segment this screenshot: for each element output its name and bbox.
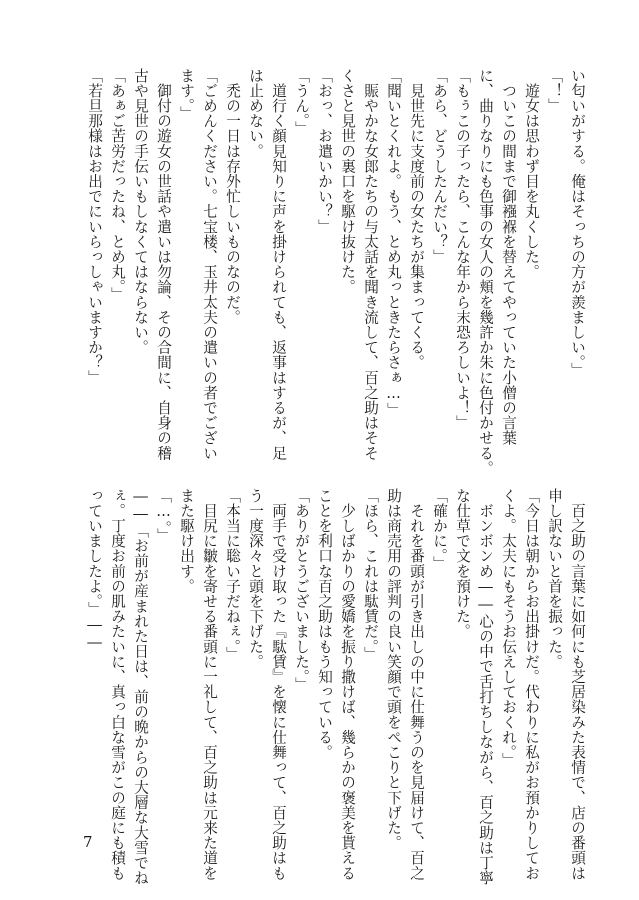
text-line: 見世先に支度前の女たちが集まってくる。 [408,68,425,370]
text-line: 目尻に皺を寄せる番頭に一礼して、百之助は元来た道を [201,488,218,881]
text-line: 「聞いとくれよ。もう、とめ丸っときたらさぁ…」 [385,68,402,418]
text-line: 古や見世の手伝いもしなくてはならない。 [132,68,149,355]
text-line: また駆け出す。 [178,488,195,594]
upper-text-block [86,68,589,476]
text-line: 禿の一日は存外忙しいものなのだ。 [224,68,241,325]
page-number: 7 [83,833,93,851]
text-line: 御付の遊女の世話や遣いは勿論、その合間に、自身の稽 [155,68,172,461]
text-line: ことを利口な百之助はもう知っている。 [316,488,333,760]
text-line: 「あら、どうしたんだい？」 [431,68,448,265]
text-line: 「おっ、お遣いかい？」 [316,68,333,235]
text-line: ぇ。丁度お前の肌みたいに、真っ白な雪がこの庭にも積も [109,488,126,881]
text-line: 少しばかりの愛嬌を振り撒けば、幾らかの褒美を貰える [339,488,356,881]
text-line: 「確かに。」 [431,488,448,572]
text-line: ます。」 [178,68,195,122]
text-line: ――「お前が産まれた日は、前の晩からの大層な大雪でね [132,488,149,886]
text-line: な仕草で文を預けた。 [454,488,471,639]
text-line: は止めない。 [247,68,264,159]
text-line: 賑やかな女郎たちの与太話を聞き流して、百之助はそそ [362,68,379,461]
text-line: 「若旦那様はお出でにいらっしゃいますか？」 [86,68,103,386]
text-line: に、曲りなりにも色事の女人の頬を幾許か朱に色付かせる。 [477,68,494,476]
text-line: 両手で受け取った『駄賃』を懐に仕舞って、百之助はも [270,488,287,881]
text-line: 「本当に聡い子だねぇ。」 [224,488,241,662]
text-line: ボンボンめ――心の中で舌打ちしながら、百之助は丁寧 [477,488,494,886]
text-line: 「うん。」 [293,68,310,137]
text-line: 「！」 [546,68,563,114]
text-line: 「ごめんください。七宝楼、玉井太夫の遣いの者でござい [201,68,218,461]
text-line: 道行く顔見知りに声を掛けられても、返事はするが、足 [270,68,287,461]
text-line: う一度深々と頭を下げた。 [247,488,264,670]
text-line: それを番頭が引き出しの中に仕舞うのを見届けて、百之 [408,488,425,881]
text-line: 「ほら、これは駄賃だ。」 [362,488,379,662]
text-line: 助は商売用の評判の良い笑顔で頭をぺこりと下げた。 [385,488,402,851]
text-line: 「もぅこの子ったら、こんな年から末恐ろしいよ！」 [454,68,471,431]
text-line: 「…。」 [155,488,172,544]
text-line: 申し訳ないと首を振った。 [546,488,563,670]
text-line: ついこの間まで御襁褓を替えてやっていた小僧の言葉 [500,68,517,446]
text-line: 遊女は思わず目を丸くした。 [523,68,540,280]
text-line: い匂いがする。俺はそっちの方が羨ましい。」 [569,68,586,378]
text-line: くさと見世の裏口を駆け抜けた。 [339,68,356,295]
text-line: 「ありがとうございました。」 [293,488,310,693]
lower-text-block [86,488,589,886]
text-line: 百之助の言葉に如何にも芝居染みた表情で、店の番頭は [569,488,586,881]
text-line: 「今日は朝からお出掛けだ。代わりに私がお預かりしてお [523,488,540,881]
text-line: 「あぁご苦労だったね、とめ丸。」 [109,68,126,303]
text-line: くよ。太夫にもそうお伝えしておくれ。」 [500,488,517,768]
text-line: っていましたよ。」―― [86,488,103,652]
